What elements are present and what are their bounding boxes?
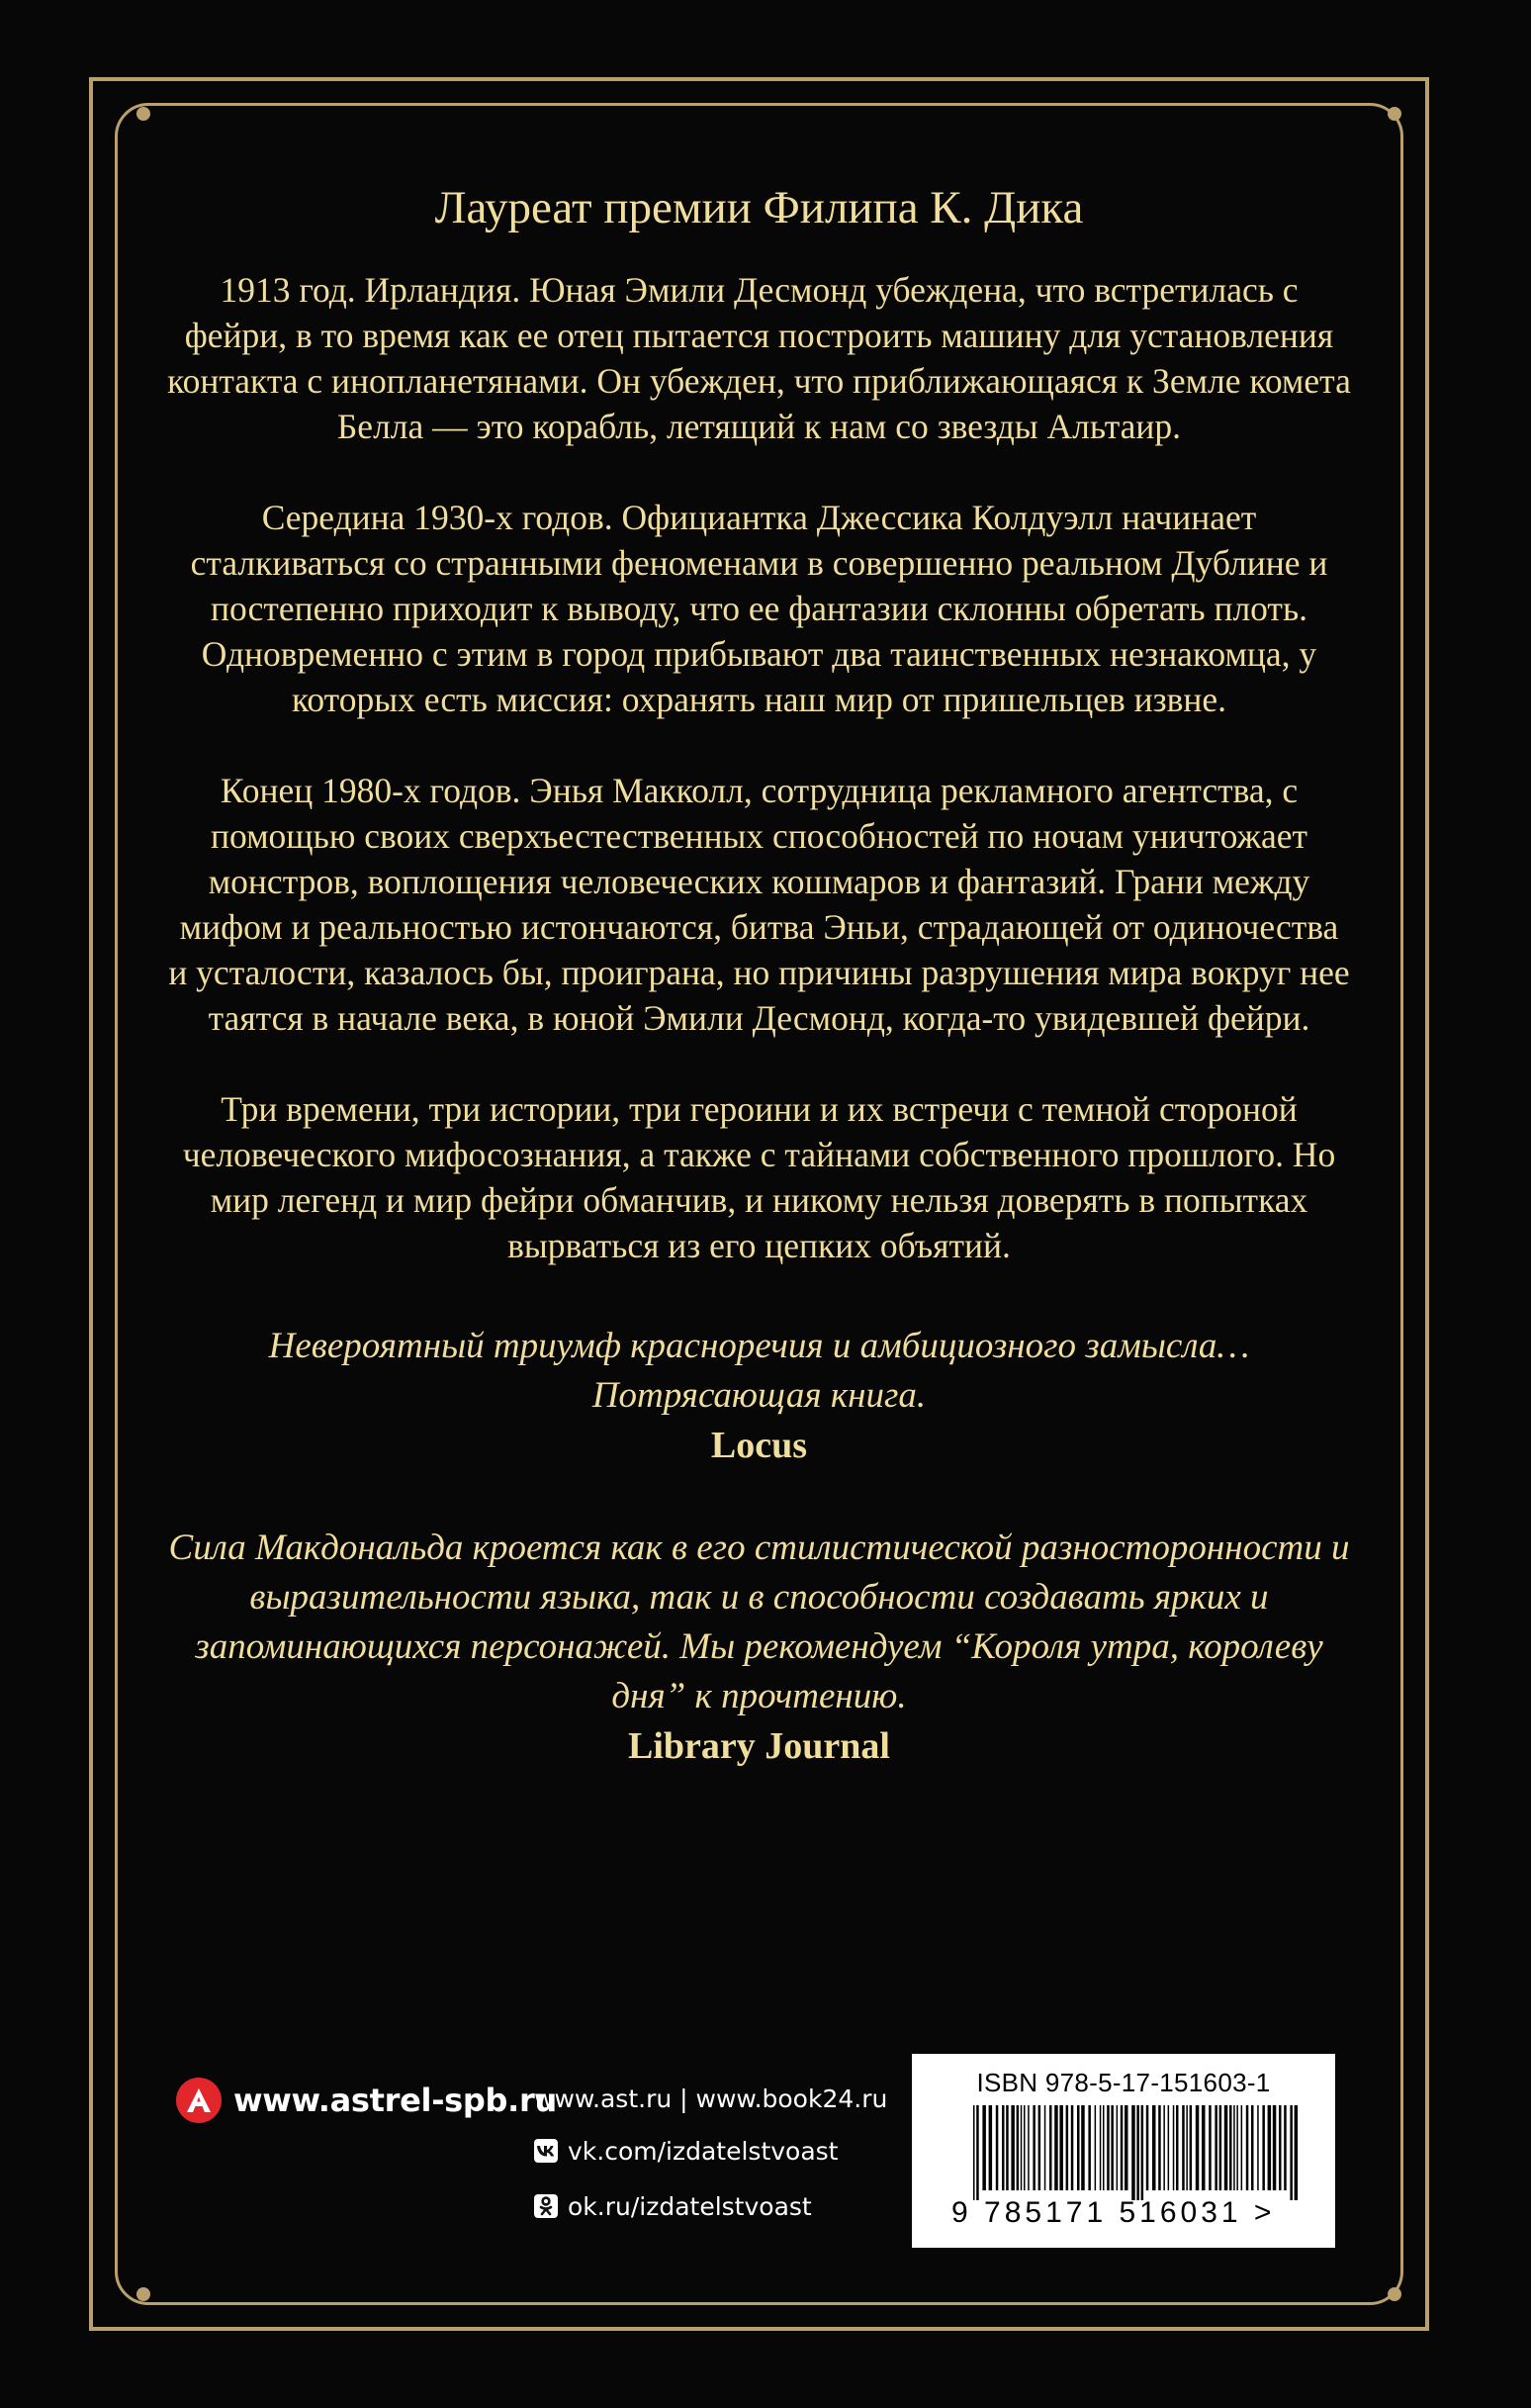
barcode-bar xyxy=(1095,2105,1097,2190)
vk-icon xyxy=(534,2139,558,2163)
barcode-digits: 9 785171 516031 > xyxy=(951,2196,1276,2229)
barcode-bar xyxy=(1202,2105,1206,2190)
barcode-bar xyxy=(1284,2105,1287,2190)
vk-link-row[interactable] xyxy=(534,2123,887,2178)
barcode-bar xyxy=(1044,2105,1046,2190)
barcode-bar xyxy=(1141,2105,1144,2200)
barcode-bar xyxy=(1233,2105,1235,2190)
barcode-bar xyxy=(1131,2105,1135,2200)
barcode-bar xyxy=(1257,2105,1259,2190)
barcode-bar xyxy=(1024,2105,1026,2190)
barcode-bar xyxy=(1196,2105,1200,2190)
barcode-bar xyxy=(989,2105,993,2190)
barcode-bar xyxy=(1251,2105,1254,2190)
barcode-bar xyxy=(1152,2105,1156,2190)
barcode-bar xyxy=(1163,2105,1165,2190)
quote-source: Locus xyxy=(710,1425,808,1466)
barcode-bar xyxy=(1021,2105,1023,2190)
publisher-links xyxy=(534,2074,887,2234)
barcode-bar xyxy=(1176,2105,1179,2190)
barcode-bar xyxy=(1215,2105,1217,2190)
barcode-bar xyxy=(1241,2105,1243,2190)
barcode-bar xyxy=(1273,2105,1277,2190)
ast-logo-icon xyxy=(176,2078,222,2123)
barcode-bar xyxy=(1066,2105,1069,2190)
cover-text xyxy=(158,178,1360,1824)
quote-text: Сила Макдональда кроется как в его стилистической разносторонности и выразительности языка, так и в способности создавать ярких и запоминающихся персонажей. Мы рекомендуем “Короля утра, королеву дня” к прочтению. xyxy=(168,1528,1350,1716)
barcode-bar xyxy=(1190,2105,1193,2190)
barcode-bar xyxy=(1117,2105,1119,2190)
barcode-bar xyxy=(1279,2105,1282,2190)
barcode-bar xyxy=(1107,2105,1110,2190)
barcode-bar xyxy=(982,2105,986,2190)
barcode-bar xyxy=(996,2105,999,2190)
barcode-bar xyxy=(1081,2105,1085,2190)
barcode-bar xyxy=(1077,2105,1080,2190)
corner-ornament-top-right xyxy=(1388,107,1401,121)
isbn-number: ISBN 978-5-17-151603-1 xyxy=(976,2068,1271,2097)
barcode-bar xyxy=(1100,2105,1102,2190)
barcode-bar xyxy=(1054,2105,1058,2190)
barcode-bar xyxy=(1121,2105,1124,2190)
barcode-bar xyxy=(1236,2105,1238,2190)
barcode-bar xyxy=(1111,2105,1114,2190)
barcode-bar xyxy=(1295,2105,1299,2200)
sites-line-text[interactable]: www.ast.ru | www.book24.ru xyxy=(534,2084,888,2113)
barcode-bar xyxy=(1229,2105,1232,2190)
barcode-bar xyxy=(1209,2105,1212,2190)
corner-ornament-bottom-left xyxy=(136,2287,150,2301)
barcode-bar xyxy=(1224,2105,1228,2190)
barcode-bar xyxy=(1173,2105,1175,2190)
isbn-barcode xyxy=(912,2054,1335,2248)
barcode-bar xyxy=(1088,2105,1091,2190)
barcode-bar xyxy=(1219,2105,1222,2190)
ok-link[interactable]: ok.ru/izdatelstvoast xyxy=(568,2191,812,2221)
barcode-bar xyxy=(1186,2105,1188,2190)
barcode-bar xyxy=(1071,2105,1074,2190)
barcode-bar xyxy=(1168,2105,1170,2190)
publisher-site[interactable] xyxy=(176,2073,557,2128)
barcode-bar xyxy=(1262,2105,1265,2190)
quote-source: Library Journal xyxy=(628,1725,890,1767)
quote-text: Невероятный триумф красноречия и амбициозного замысла… Потрясающая книга. xyxy=(268,1326,1250,1416)
barcode-bar xyxy=(1136,2105,1139,2200)
odnoklassniki-icon xyxy=(534,2194,558,2218)
barcode-bar xyxy=(1125,2105,1128,2190)
ok-link-row[interactable] xyxy=(534,2178,887,2234)
synopsis-paragraph-1930s: Середина 1930-х годов. Официантка Джессика Колдуэлл начинает сталкиваться со странными феноменами в совершенно реальном Дублине и постепенно приходит к выводу, что ее фантазии склонны обретать плоть. Одновременно с этим в город прибывают два таинственных незнакомца, у которых есть миссия: охранять наш мир от пришельцев извне. xyxy=(190,498,1328,719)
barcode-bar xyxy=(1017,2105,1020,2190)
corner-ornament-bottom-right xyxy=(1388,2287,1401,2301)
barcode-bar xyxy=(1033,2105,1036,2190)
review-quote-library-journal xyxy=(158,1524,1360,1771)
barcode-bar xyxy=(1158,2105,1161,2190)
barcode-bar xyxy=(1006,2105,1009,2190)
barcode-bar xyxy=(1038,2105,1041,2190)
barcode-bar xyxy=(1290,2105,1293,2200)
review-quote-locus xyxy=(158,1322,1360,1470)
main-site-link[interactable]: www.astrel-spb.ru xyxy=(233,2082,557,2119)
barcode-bar xyxy=(1146,2105,1149,2190)
barcode-bar xyxy=(1028,2105,1030,2190)
letter-a-icon xyxy=(184,2085,214,2115)
barcode-bar xyxy=(1049,2105,1052,2190)
synopsis-paragraph-summary: Три времени, три истории, три героини и их встречи с темной стороной человеческого мифосознания, а также с тайнами собственного прошлого. Но мир легенд и мир фейри обманчив, и никому нельзя доверять в попытках вырваться из его цепких объятий. xyxy=(182,1089,1336,1265)
corner-ornament-top-left xyxy=(136,107,150,121)
laureate-heading: Лауреат премии Филипа К. Дика xyxy=(434,182,1084,233)
barcode-bar xyxy=(976,2105,979,2200)
barcode-bar xyxy=(1002,2105,1005,2190)
barcode-bar xyxy=(1103,2105,1105,2190)
barcode-bar xyxy=(1268,2105,1272,2190)
sites-line[interactable] xyxy=(534,2074,887,2123)
barcode-bar xyxy=(1011,2105,1015,2190)
barcode-bar xyxy=(1246,2105,1249,2190)
barcode-bar xyxy=(1182,2105,1185,2190)
synopsis-paragraph-1980s: Конец 1980-х годов. Энья Макколл, сотрудница рекламного агентства, с помощью своих сверхъестественных способностей по ночам уничтожает монстров, воплощения человеческих кошмаров и фантазий. Грани между мифом и реальностью истончаются, битва Эньи, страдающей от одиночества и усталости, казалось бы, проиграна, но причины разрушения мира вокруг нее таятся в начале века, в юной Эмили Десмонд, когда-то увидевшей фейри. xyxy=(168,771,1350,1038)
synopsis-paragraph-1913: 1913 год. Ирландия. Юная Эмили Десмонд убеждена, что встретилась с фейри, в то время как ее отец пытается построить машину для установления контакта с инопланетянами. Он убежден, что приближающаяся к Земле комета Белла — это корабль, летящий к нам со звезды Альтаир. xyxy=(167,270,1351,446)
barcode-bar xyxy=(973,2105,975,2200)
vk-link[interactable]: vk.com/izdatelstvoast xyxy=(568,2136,839,2166)
barcode-bar xyxy=(1059,2105,1063,2190)
